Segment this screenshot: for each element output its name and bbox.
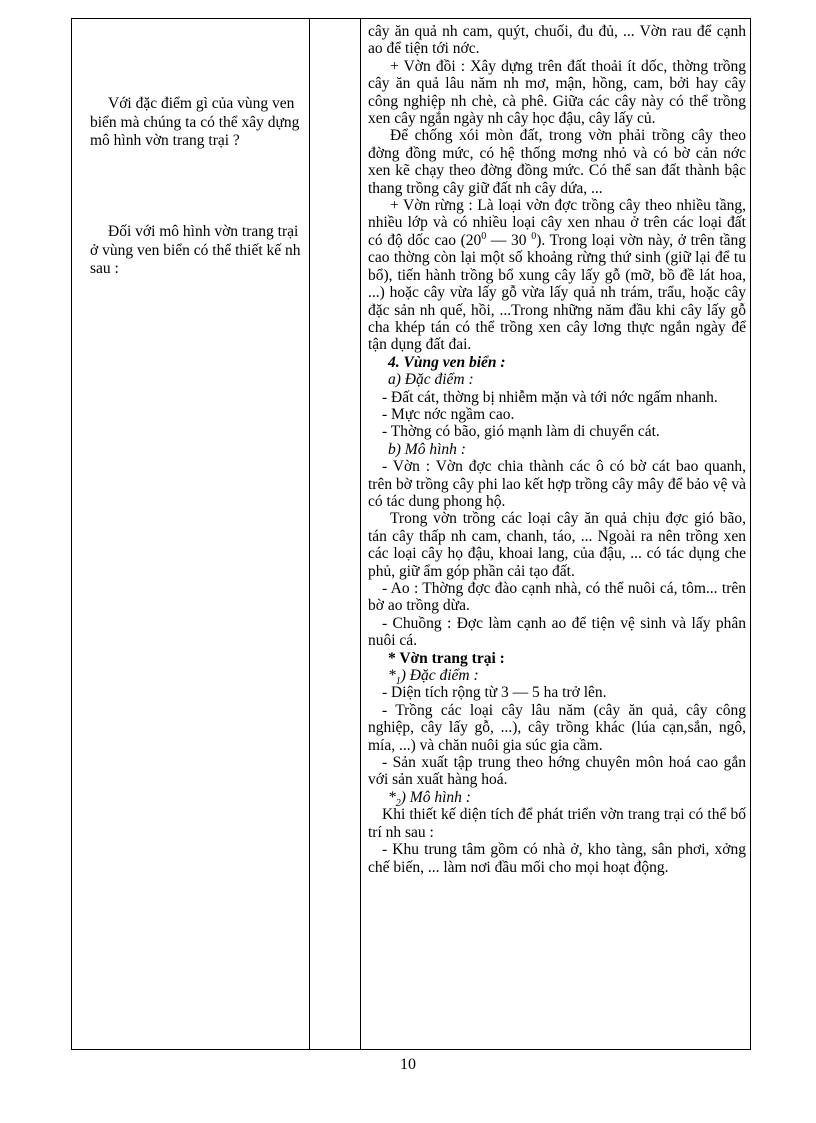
paragraph: Khi thiết kế diện tích để phát triển vờn trang trại có thể bố trí nh sau : — [368, 806, 746, 841]
list-item: - Đất cát, thờng bị nhiễm mặn và tới nớc ngấm nhanh. — [382, 388, 718, 406]
subsection-label: ) Đặc điểm : — [400, 667, 479, 685]
question-1 — [90, 95, 308, 151]
paragraph — [368, 197, 746, 354]
subsection-label: ) Mô hình : — [400, 788, 471, 806]
degree-sup: 0 — [481, 230, 487, 242]
paragraph: Để chống xói mòn đất, trong vờn phải trồng cây theo đờng đồng mức, có hệ thống mơng nhỏ và có bờ cản nớc xen kẽ chạy theo đờng đồng mức. Có thể san đất thành bậc thang trồng cây giữ đất nh cây dứa, ... — [368, 127, 746, 197]
subscript-index: 2 — [395, 797, 401, 809]
paragraph-part: ). Trong loại vờn này, ở trên tầng cao thờng còn lại một số khoảng rừng thứ sinh (giữ lại để tu bổ), tiến hành trồng bổ xung cây lấy gỗ (mỡ, bồ đề lát hoa, ...) hoặc cây vừa lấy gỗ vừa lấy quả nh trám, trẩu, hoặc cây đặc sản nh quế, hồi, ...Trong những năm đầu khi cây lấy gỗ cha khép tán có thể trồng xen cây lơng thực ngắn ngày để tận dụng đất đai. — [368, 231, 747, 354]
question-text: Với đặc điểm gì của vùng ven biển mà chúng ta có thể xây dựng mô hình vờn trang trại ? — [90, 95, 300, 149]
paragraph-part: — 30 — [486, 231, 532, 249]
list-item: - Vờn : Vờn đợc chia thành các ô có bờ cát bao quanh, trên bờ trồng cây phi lao kết hợp trồng cây mây để bảo vệ và có tác dung phong hộ. — [368, 458, 746, 510]
paragraph: Trong vờn trồng các loại cây ăn quả chịu đợc gió bão, tán cây thấp nh cam, chanh, táo, ... Ngoài ra nên trồng xen các loại cây họ đậu, khoai lang, của đậu, ... có tác dụng che phủ, giữ ẩm góp phần cải tạo đất. — [368, 510, 746, 580]
list-item: - Ao : Thờng đợc đào cạnh nhà, có thể nuôi cá, tôm... trên bờ ao trồng dừa. — [368, 580, 746, 615]
column-divider — [309, 19, 310, 1049]
star-marker: * — [388, 788, 396, 806]
subsection-heading: b) Mô hình : — [388, 440, 466, 458]
paragraph: cây ăn quả nh cam, quýt, chuối, đu đủ, ... Vờn rau để cạnh ao để tiện tới nớc. — [368, 23, 746, 58]
list-item: - Thờng có bão, gió mạnh làm di chuyển cát. — [382, 423, 660, 441]
subscript-index: 1 — [395, 676, 401, 688]
list-item: - Khu trung tâm gồm có nhà ở, kho tàng, sân phơi, xởng chế biến, ... làm nơi đầu mối cho mọi hoạt động. — [368, 841, 746, 876]
question-2 — [90, 223, 308, 279]
star-marker: * — [388, 667, 396, 685]
content-table — [71, 18, 751, 1050]
page-number: 10 — [400, 1056, 416, 1073]
list-item: - Diện tích rộng từ 3 — 5 ha trở lên. — [382, 684, 607, 702]
subsection-heading — [368, 788, 746, 809]
subsection-heading — [368, 667, 746, 688]
subsection-heading: a) Đặc điểm : — [388, 371, 474, 389]
column-divider — [360, 19, 361, 1049]
list-item: - Sản xuất tập trung theo hớng chuyên môn hoá cao gắn với sản xuất hàng hoá. — [368, 754, 746, 789]
list-item: - Chuồng : Đợc làm cạnh ao để tiện vệ sinh và lấy phân nuôi cá. — [368, 614, 746, 650]
list-item: - Mực nớc ngầm cao. — [382, 405, 515, 423]
section-heading: * Vờn trang trại : — [388, 649, 505, 667]
section-heading: 4. Vùng ven biển : — [388, 353, 506, 371]
list-item: - Trồng các loại cây lâu năm (cây ăn quả, cây công nghiệp, cây lấy gỗ, ...), cây trồng khác (lúa cạn,sắn, ngô, mía, ...) và chăn nuôi gia súc gia cầm. — [368, 701, 746, 754]
paragraph-part: + Vờn rừng : Là loại vờn đợc trồng cây theo nhiều tầng, nhiều lớp và có nhiều loại cây xen nhau ở trên các loại đất có độ dốc cao (20 — [368, 197, 746, 249]
content-column — [368, 23, 746, 876]
paragraph: + Vờn đồi : Xây dựng trên đất thoải ít dốc, thờng trồng cây ăn quả lâu năm nh mơ, mận, hồng, cam, bởi hay cây công nghiệp nh chè, cà phê. Giữa các cây này có thể trồng xen cây ngắn ngày nh cây học đậu, cây lấy củ. — [368, 57, 746, 128]
question-text: Đối với mô hình vờn trang trại ở vùng ven biển có thể thiết kế nh sau : — [90, 223, 301, 277]
degree-sup: 0 — [531, 230, 537, 242]
